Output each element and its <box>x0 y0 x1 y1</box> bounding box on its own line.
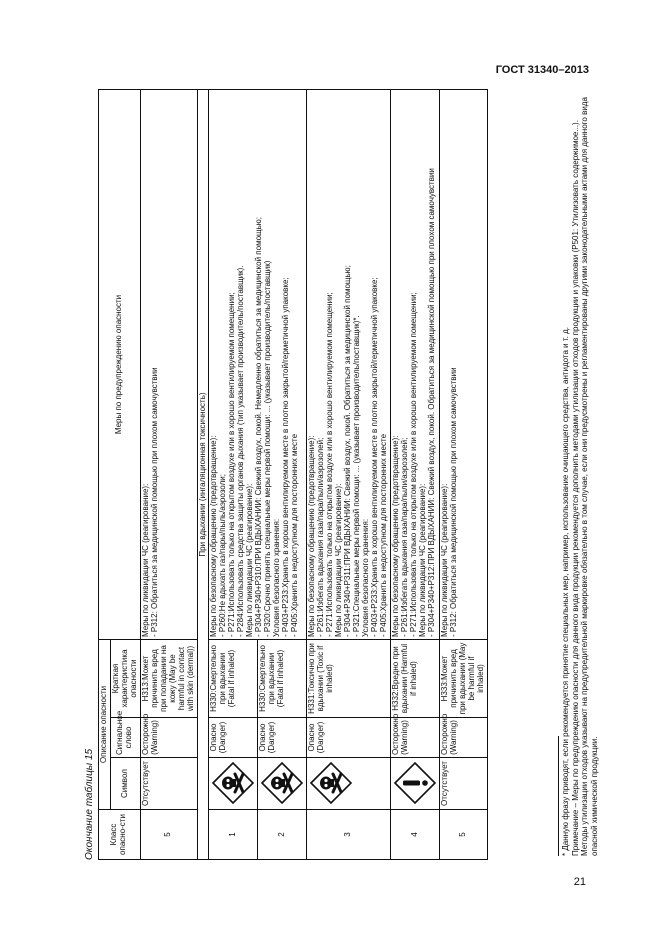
header-signal-word: Сигнальное слово <box>110 718 140 758</box>
cell-measures <box>209 90 307 640</box>
measure-line: Условия безопасного хранения: <box>272 518 282 637</box>
measure-line: - P405:Хранить в недоступном для посторонних месте <box>290 433 300 637</box>
measure-line: - P261:Избегать вдыхания газа/пара/пыли/аэрозолей; <box>316 437 326 637</box>
hazard-table <box>98 89 488 860</box>
skull-crossbones-icon <box>212 763 254 805</box>
note: Примечание – Меры по предупреждению опасности для данного вида продукции рекомендуется дополнить методами утилизации отходов продукции и упаковки (P501: Утилизовать содержимое...). Методы утилизации отходов указывают на предупредительной маркировке обязательно в том случае, если они предусмотрены и регламентированы другими законодательными актами для данного вида опасной химической продукции. <box>570 97 599 856</box>
cell-signal: Осторожно (Warning) <box>440 718 488 758</box>
section-row <box>197 90 209 860</box>
measure-line: - P284:Использовать средства защиты органов дыхания (тип указывает производитель/поставщик). <box>236 265 246 637</box>
header-hazard-description: Описание опасности <box>99 640 111 810</box>
cell-signal: Осторожно (Warning) <box>391 718 440 758</box>
table-row <box>391 90 440 860</box>
cell-signal: Опасно (Danger) <box>258 718 307 758</box>
cell-symbol <box>391 758 440 810</box>
cell-class: 2 <box>258 810 307 860</box>
table-row <box>209 90 258 860</box>
measure-line: - P304+P340+P310:ПРИ ВДЫХАНИИ: Свежий воздух, покой. Немедленно обратиться за медицинской помощью; <box>254 216 264 637</box>
cell-statement: H330:Смертельно при вдыхании (Fatal if inhaled) <box>258 640 307 718</box>
header-symbol: Символ <box>110 758 140 810</box>
measure-line: Меры по ликвидации ЧС (реагирование): <box>440 483 450 637</box>
cell-symbol: Отсутствует <box>440 758 488 810</box>
measure-line: Меры по безопасному обращению (предотвращение): <box>209 435 219 637</box>
measure-line: - P312: Обратиться за медицинской помощью при плохом самочувствии <box>149 367 159 637</box>
cell-class: 5 <box>140 810 197 860</box>
measure-line: Меры по ликвидации ЧС (реагирование): <box>417 483 427 637</box>
measure-line: - P304+P340+P312:ПРИ ВДЫХАНИИ: Свежий воздух, покой. Обратиться за медицинской помощью при плохом самочувствии <box>426 168 436 637</box>
measure-line: - P304+P340+P311:ПРИ ВДЫХАНИИ: Свежий воздух, покой. Обратиться за медицинской помощью; <box>343 265 353 637</box>
measure-line: Меры по ликвидации ЧС (реагирование): <box>140 483 150 637</box>
skull-crossbones-icon <box>261 763 303 805</box>
measure-line: - P312: Обратиться за медицинской помощью при плохом самочувствии <box>449 367 459 637</box>
header-class: Класс опасно-сти <box>99 810 141 860</box>
measure-line: Меры по ликвидации ЧС (реагирование): <box>334 483 344 637</box>
cell-symbol <box>258 758 307 810</box>
cell-signal: Опасно (Danger) <box>209 718 258 758</box>
cell-class: 5 <box>440 810 488 860</box>
measure-line: - P271:Использовать только на открытом воздухе или в хорошо вентилируемом помещении; <box>325 292 335 637</box>
cell-signal: Осторожно (Warning) <box>140 718 197 758</box>
measure-line: - P261:Избегать вдыхания газа/пара/пыли/аэрозолей; <box>400 437 410 637</box>
cell-symbol <box>307 758 391 810</box>
skull-crossbones-icon <box>310 763 352 805</box>
measure-line: - P403+P233:Хранить в хорошо вентилируемом месте в плотно закрытой/герметичной упаковке; <box>370 277 380 637</box>
measure-line: - P271:Использовать только на открытом воздухе или в хорошо вентилируемом помещении; <box>408 292 418 637</box>
cell-measures <box>307 90 391 640</box>
table-notes <box>558 96 599 856</box>
cell-statement: H313:Может причинить вред при попадании на кожу (May be harmful in contact with skin (dermal)) <box>140 640 197 718</box>
cell-class: 4 <box>391 810 440 860</box>
measure-line: - P403+P233:Хранить в хорошо вентилируемом месте в плотно закрытой/герметичной упаковке; <box>281 277 291 637</box>
header-short-characteristic: Краткая характеристика опасности <box>110 640 140 718</box>
cell-measures <box>140 90 197 640</box>
measure-line: - P271:Использовать только на открытом воздухе или в хорошо вентилируемом помещении; <box>227 292 237 637</box>
header-precautions: Меры по предупреждению опасности <box>99 90 141 640</box>
measure-line: Меры по безопасному обращению (предотвращение): <box>391 435 401 637</box>
table-row <box>440 90 488 860</box>
section-inhalation: При вдыхании (ингаляционная токсичность) <box>197 90 209 860</box>
standard-header: ГОСТ 31340–2013 <box>495 64 589 76</box>
cell-class: 1 <box>209 810 258 860</box>
page-number: 21 <box>573 876 586 888</box>
measure-line: Условия безопасного хранения: <box>361 518 371 637</box>
measure-line: Меры по безопасному обращению (предотвращение): <box>307 435 317 637</box>
cell-statement: H330:Смертельно при вдыхании (Fatal if inhaled) <box>209 640 258 718</box>
table-row <box>307 90 391 860</box>
rotated-table-page <box>84 90 614 860</box>
footnote: * Данную фразу приводят, если рекомендуется принятие специальных мер, например, использование очищающего средства, антидота и т. д. <box>561 327 570 856</box>
cell-statement: H332:Вредно при вдыхании (Harmful if inhaled) <box>391 640 440 718</box>
cell-class: 3 <box>307 810 391 860</box>
measure-line: Меры по ликвидации ЧС (реагирование): <box>245 483 255 637</box>
measure-line: - P405:Хранить в недоступном для посторонних месте <box>379 433 389 637</box>
exclamation-mark-icon <box>394 763 436 805</box>
cell-measures <box>440 90 488 640</box>
measure-line: - P320:Срочно принять специальные меры первой помощи: ... (указывает производитель/поставщик) <box>263 260 273 637</box>
table-caption: Окончание таблицы 15 <box>84 748 95 860</box>
cell-symbol <box>209 758 258 810</box>
cell-statement: H331:Токсично при вдыхании (Toxic if inhaled) <box>307 640 391 718</box>
cell-statement: H333:Может причинить вред при вдыхании (May be harmful if inhaled) <box>440 640 488 718</box>
footnote-divider <box>558 736 559 856</box>
cell-symbol: Отсутствует <box>140 758 197 810</box>
cell-measures <box>391 90 440 640</box>
table-row <box>140 90 197 860</box>
cell-signal: Опасно (Danger) <box>307 718 391 758</box>
measure-line: - P260:Не вдыхать газ/пары/пыль/аэрозоли; <box>218 474 228 637</box>
measure-line: - P321:Специальные меры первой помощи: ... (указывает производитель/поставщик)*. <box>352 315 362 637</box>
